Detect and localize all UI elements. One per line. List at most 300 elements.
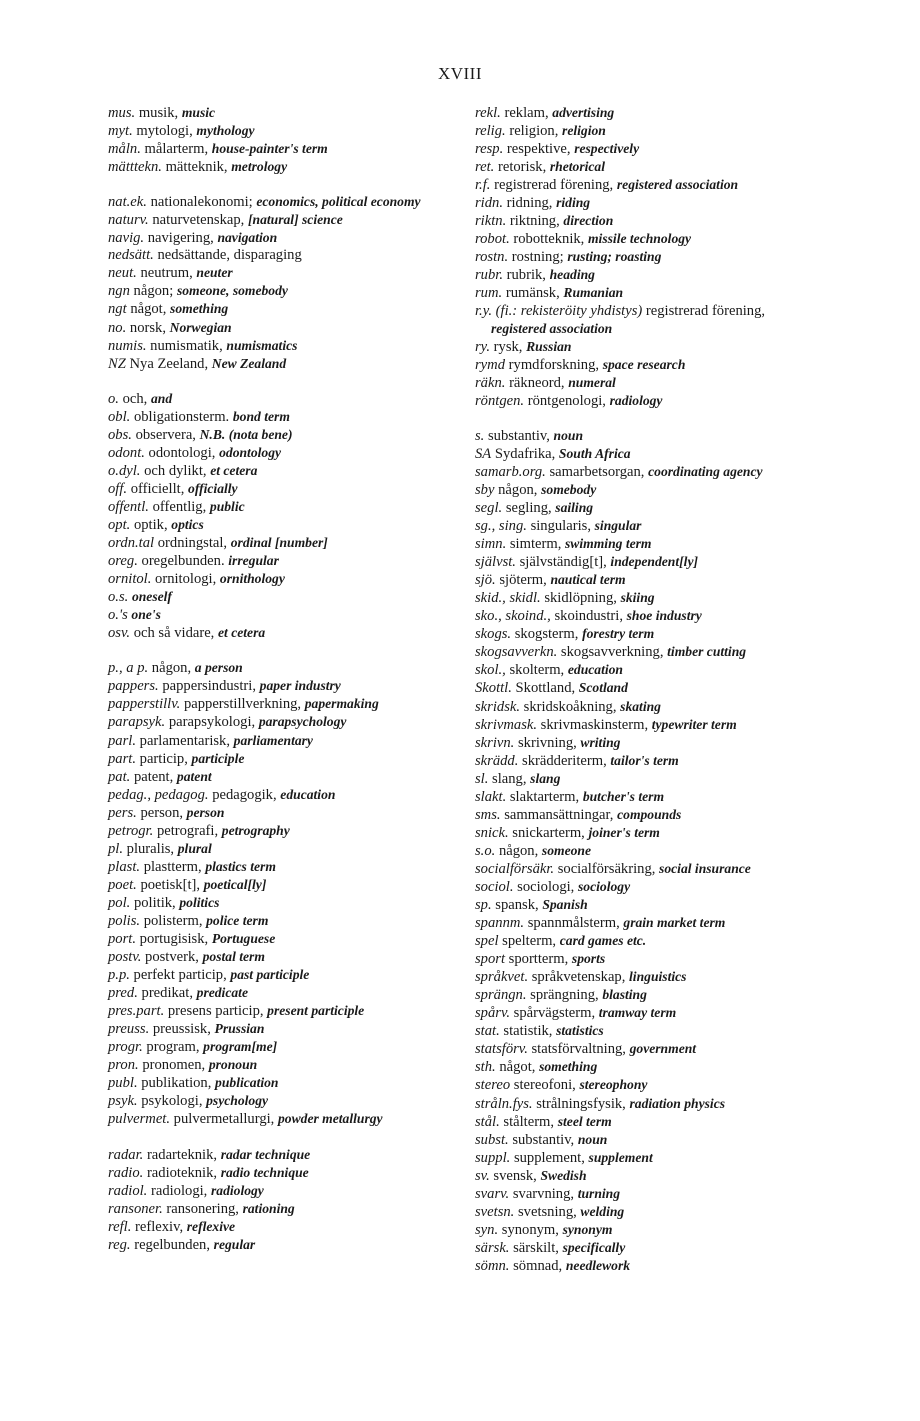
abbreviation: plast. <box>108 858 141 875</box>
english-translation: house-painter's term <box>211 141 328 157</box>
abbreviation: pulvermet. <box>108 1111 171 1128</box>
abbreviation-entry <box>108 876 453 894</box>
swedish-term: spårvägsterm, <box>513 1005 596 1022</box>
abbreviation: robot. <box>475 231 510 248</box>
abbreviation: slakt. <box>475 788 507 805</box>
swedish-term: spannmålsterm, <box>527 915 620 932</box>
abbreviation: sl. <box>475 770 489 787</box>
swedish-term: odontologi, <box>148 444 216 461</box>
abbreviation-entry <box>475 1131 820 1149</box>
abbreviation-entry <box>475 860 820 878</box>
swedish-term: socialförsäkring, <box>557 860 656 877</box>
english-translation: neuter <box>196 265 233 281</box>
swedish-term: snickarterm, <box>512 824 585 841</box>
swedish-term: svetsning, <box>517 1203 577 1220</box>
abbreviation: parl. <box>108 732 136 749</box>
swedish-term: program, <box>146 1039 200 1056</box>
abbreviation: svarv. <box>475 1185 510 1202</box>
english-translation: skating <box>620 698 661 714</box>
english-translation: joiner's term <box>588 824 660 840</box>
abbreviation: relig. <box>475 123 506 140</box>
abbreviation-entry <box>108 1218 453 1236</box>
swedish-term: politik, <box>133 894 176 911</box>
swedish-term: slaktarterm, <box>509 788 580 805</box>
english-translation: government <box>629 1041 697 1057</box>
swedish-term: papperstillverkning, <box>183 696 302 713</box>
abbreviation-entry <box>475 1022 820 1040</box>
abbreviation-entry <box>108 1002 453 1020</box>
abbreviation: s. <box>475 427 485 444</box>
swedish-term: samarbetsorgan, <box>549 463 645 480</box>
swedish-term: numismatik, <box>150 337 223 354</box>
english-translation: ornithology <box>219 571 285 587</box>
abbreviation-entry <box>475 284 820 302</box>
abbreviation-entry <box>108 732 453 750</box>
abbreviation: subst. <box>475 1131 509 1148</box>
swedish-term: skogsterm, <box>514 626 579 643</box>
english-translation: reflexive <box>186 1218 236 1234</box>
abbreviation-entry <box>108 570 453 588</box>
abbreviation-entry <box>475 950 820 968</box>
abbreviation: skogsavverkn. <box>475 644 558 661</box>
swedish-term: navigering, <box>147 230 214 247</box>
english-translation: past participle <box>230 967 310 983</box>
abbreviation-entry <box>475 1113 820 1131</box>
abbreviation-entry <box>475 1149 820 1167</box>
swedish-term: statistik, <box>503 1023 553 1040</box>
abbreviation: pers. <box>108 804 137 821</box>
english-translation: rusting; roasting <box>567 249 662 265</box>
abbreviation-entry <box>108 390 453 408</box>
english-translation: compounds <box>617 806 682 822</box>
swedish-term: radarteknik, <box>146 1146 218 1163</box>
english-translation: odontology <box>219 444 282 460</box>
english-translation: economics, political economy <box>256 194 421 210</box>
english-translation: skiing <box>620 590 655 606</box>
english-translation: radar technique <box>220 1146 311 1162</box>
english-translation: regular <box>213 1236 256 1252</box>
english-translation: parapsychology <box>258 714 347 730</box>
abbreviation: myt. <box>108 123 133 140</box>
abbreviation-entry <box>108 1038 453 1056</box>
abbreviation: radio. <box>108 1164 144 1181</box>
swedish-term: singularis, <box>530 518 591 535</box>
abbreviation-entry <box>475 1239 820 1257</box>
english-translation: education <box>280 786 336 802</box>
english-translation: needlework <box>565 1257 631 1273</box>
english-translation: a person <box>194 660 243 676</box>
english-translation: timber cutting <box>667 644 747 660</box>
english-translation: registered association <box>491 320 613 336</box>
swedish-term: pronomen, <box>142 1057 206 1074</box>
abbreviation-entry <box>108 498 453 516</box>
abbreviation-entry <box>475 679 820 697</box>
swedish-term: oregelbunden. <box>141 553 225 570</box>
abbreviation: radiol. <box>108 1182 148 1199</box>
abbreviation-entry <box>475 986 820 1004</box>
swedish-term: officiellt, <box>130 480 185 497</box>
abbreviation: samarb.org. <box>475 463 546 480</box>
abbreviation: sby <box>475 481 495 498</box>
abbreviation: sport <box>475 951 506 968</box>
english-translation: radiation physics <box>629 1095 726 1111</box>
english-translation: public <box>209 498 245 514</box>
abbreviation-entry <box>108 1110 453 1128</box>
swedish-term: portugisisk, <box>139 931 209 948</box>
swedish-term: rostning; <box>511 249 564 266</box>
abbreviation: radar. <box>108 1146 144 1163</box>
abbreviation-entry <box>475 1257 820 1275</box>
abbreviation-entry <box>475 248 820 266</box>
english-translation: plural <box>177 840 212 856</box>
abbreviation: nedsätt. <box>108 247 154 264</box>
english-translation: psychology <box>206 1093 269 1109</box>
abbreviation: mätttekn. <box>108 159 162 176</box>
swedish-term: offentlig, <box>152 498 207 515</box>
swedish-term: musik, <box>138 105 179 121</box>
swedish-term: reklam, <box>504 105 549 121</box>
abbreviation-entry <box>108 1146 453 1164</box>
english-translation: parliamentary <box>233 732 313 748</box>
abbreviation: p.p. <box>108 967 130 984</box>
abbreviation: suppl. <box>475 1149 511 1166</box>
english-translation: linguistics <box>629 969 687 985</box>
abbreviation-group <box>108 193 453 372</box>
swedish-term: supplement, <box>513 1149 585 1166</box>
abbreviation-entry <box>475 158 820 176</box>
swedish-term: rubrik, <box>506 267 546 284</box>
swedish-term: pluralis, <box>126 840 175 857</box>
swedish-term: presens particip, <box>167 1003 264 1020</box>
english-translation: sociology <box>578 878 631 894</box>
abbreviation: r.f. <box>475 177 491 194</box>
english-translation: swimming term <box>565 536 652 552</box>
swedish-term: sportterm, <box>508 951 569 968</box>
english-translation: card games etc. <box>559 933 647 949</box>
abbreviation-entry <box>108 264 453 282</box>
swedish-term: skridskoåkning, <box>523 698 617 715</box>
abbreviation-entry <box>475 338 820 356</box>
abbreviation: sprängn. <box>475 987 527 1004</box>
abbreviation-entry <box>475 788 820 806</box>
swedish-term: reflexiv, <box>135 1218 184 1235</box>
english-translation: blasting <box>602 987 647 1003</box>
english-translation: ordinal [number] <box>230 535 328 551</box>
english-translation: turning <box>577 1185 621 1201</box>
swedish-term: regelbunden, <box>134 1236 210 1253</box>
swedish-term: sömnad, <box>513 1257 563 1274</box>
english-translation: tailor's term <box>610 752 679 768</box>
abbreviation-entry <box>475 589 820 607</box>
abbreviation-entry <box>475 463 820 481</box>
swedish-term: polisterm, <box>143 912 203 929</box>
english-translation: advertising <box>552 105 615 120</box>
abbreviation: pedag., pedagog. <box>108 786 209 803</box>
abbreviation: ornitol. <box>108 571 152 588</box>
english-translation: papermaking <box>304 696 379 712</box>
english-translation: rhetorical <box>549 159 606 175</box>
swedish-term: robotteknik, <box>513 231 585 248</box>
swedish-term: räkneord, <box>509 374 565 391</box>
english-translation: someone, somebody <box>176 283 288 299</box>
abbreviation: snick. <box>475 824 509 841</box>
abbreviation-entry <box>108 1200 453 1218</box>
abbreviation-entry <box>475 1185 820 1203</box>
abbreviation: naturv. <box>108 212 149 229</box>
english-translation: music <box>181 105 216 120</box>
abbreviation: skrivn. <box>475 734 515 751</box>
abbreviation: sg., sing. <box>475 518 527 535</box>
english-translation: N.B. (nota bene) <box>199 426 293 442</box>
abbreviation-entry <box>475 176 820 194</box>
english-translation: numeral <box>568 374 616 390</box>
english-translation: and <box>151 390 173 406</box>
abbreviation-entry <box>475 517 820 535</box>
swedish-term: ordningstal, <box>157 535 228 552</box>
swedish-term: särskilt, <box>513 1239 559 1256</box>
english-translation: shoe industry <box>626 608 702 624</box>
page-number: XVIII <box>437 64 483 83</box>
swedish-term: rysk, <box>493 338 523 355</box>
swedish-term: substantiv, <box>512 1131 575 1148</box>
abbreviation: stat. <box>475 1023 500 1040</box>
abbreviation-entry <box>475 104 820 122</box>
abbreviation: o.dyl. <box>108 462 141 479</box>
swedish-term: spansk, <box>495 897 539 914</box>
abbreviation: ngn <box>108 283 130 300</box>
swedish-term: sociologi, <box>517 878 575 895</box>
abbreviation-entry <box>475 1058 820 1076</box>
english-translation: numismatics <box>226 337 298 353</box>
swedish-term: stålterm, <box>503 1113 555 1130</box>
abbreviation-entry <box>475 625 820 643</box>
english-translation: poetical[ly] <box>203 876 267 892</box>
swedish-term: något, <box>499 1059 536 1076</box>
english-translation: [natural] science <box>247 212 343 228</box>
abbreviation: publ. <box>108 1075 138 1092</box>
abbreviation: port. <box>108 931 136 948</box>
swedish-term: pulvermetallurgi, <box>173 1111 275 1128</box>
abbreviation: sms. <box>475 806 501 823</box>
swedish-term: radioteknik, <box>146 1164 218 1181</box>
abbreviation-entry <box>108 1056 453 1074</box>
abbreviation: o.s. <box>108 589 129 606</box>
english-translation: plastics term <box>205 858 276 874</box>
swedish-term: någon, <box>151 660 192 677</box>
abbreviation-entry <box>108 282 453 300</box>
english-translation: somebody <box>541 481 597 497</box>
abbreviation: postv. <box>108 949 142 966</box>
abbreviation-entry <box>475 842 820 860</box>
english-translation: irregular <box>228 553 279 569</box>
abbreviation-entry <box>108 211 453 229</box>
abbreviation-entry <box>475 806 820 824</box>
swedish-term: perfekt particip, <box>133 967 227 984</box>
abbreviation-entry <box>475 1040 820 1058</box>
abbreviation-entry <box>475 1004 820 1022</box>
abbreviation-entry <box>108 695 453 713</box>
swedish-term: och så vidare, <box>133 625 215 642</box>
swedish-term: registrerad förening, <box>645 302 766 319</box>
english-translation: grain market term <box>623 915 726 931</box>
abbreviation: odont. <box>108 444 145 461</box>
swedish-term: norsk, <box>129 319 166 336</box>
english-translation: heading <box>549 267 595 283</box>
abbreviation-entry <box>475 968 820 986</box>
abbreviation-entry <box>108 713 453 731</box>
swedish-term: simterm, <box>509 536 562 553</box>
abbreviation-entry <box>475 607 820 625</box>
english-translation: missile technology <box>587 231 692 247</box>
abbreviation: pat. <box>108 768 131 785</box>
swedish-term: något, <box>130 301 167 318</box>
swedish-term: skoindustri, <box>554 608 623 625</box>
abbreviation: polis. <box>108 912 141 929</box>
abbreviation-entry <box>108 444 453 462</box>
swedish-term: synonym, <box>501 1221 559 1238</box>
abbreviation: off. <box>108 480 128 497</box>
abbreviation: skrädd. <box>475 752 519 769</box>
abbreviation: spannm. <box>475 915 525 932</box>
english-translation: welding <box>580 1203 625 1219</box>
swedish-term: sammansättningar, <box>504 806 614 823</box>
abbreviation-entry <box>475 303 820 338</box>
swedish-term: predikat, <box>141 985 193 1002</box>
abbreviation: sth. <box>475 1059 496 1076</box>
abbreviation-entry <box>108 948 453 966</box>
abbreviation-entry <box>108 1020 453 1038</box>
abbreviation-entry <box>475 427 820 445</box>
abbreviation: syn. <box>475 1221 499 1238</box>
abbreviation-entry <box>108 534 453 552</box>
swedish-term: Sydafrika, <box>494 445 556 462</box>
abbreviation-entry <box>108 840 453 858</box>
abbreviation: pron. <box>108 1057 139 1074</box>
english-translation: politics <box>179 894 220 910</box>
abbreviation: riktn. <box>475 213 507 230</box>
abbreviation: osv. <box>108 625 131 642</box>
abbreviation-entry <box>108 894 453 912</box>
swedish-term: stereofoni, <box>513 1077 576 1094</box>
swedish-term: och dylikt, <box>144 462 207 479</box>
abbreviation-entry <box>108 677 453 695</box>
abbreviation: ordn.tal <box>108 535 155 552</box>
english-translation: education <box>567 662 623 678</box>
swedish-term: poetisk[t], <box>140 876 201 893</box>
english-translation: stereophony <box>579 1077 648 1093</box>
swedish-term: person, <box>140 804 184 821</box>
abbreviation: räkn. <box>475 374 506 391</box>
abbreviation-entry <box>108 552 453 570</box>
abbreviation-entry <box>108 1236 453 1254</box>
swedish-term: respektive, <box>506 141 571 158</box>
abbreviation: ridn. <box>475 195 503 212</box>
abbreviation: offentl. <box>108 498 149 515</box>
abbreviation-entry <box>475 698 820 716</box>
swedish-term: självständig[t], <box>519 554 607 571</box>
swedish-term: skogsavverkning, <box>560 644 664 661</box>
english-translation: Norwegian <box>169 319 232 335</box>
abbreviation: skrivmask. <box>475 716 538 733</box>
english-translation: patent <box>176 768 212 784</box>
swedish-term: obligationsterm. <box>133 408 230 425</box>
swedish-term: religion, <box>509 123 559 140</box>
abbreviation-entry <box>475 374 820 392</box>
abbreviation-entry <box>108 659 453 677</box>
swedish-term: sjöterm, <box>499 572 547 589</box>
swedish-term: slang, <box>492 770 527 787</box>
abbreviation: ransoner. <box>108 1200 163 1217</box>
english-translation: navigation <box>217 230 278 246</box>
abbreviation-entry <box>475 770 820 788</box>
abbreviation: parapsyk. <box>108 714 166 731</box>
english-translation: mythology <box>196 123 255 139</box>
swedish-term: segling, <box>505 499 552 516</box>
abbreviation-entry <box>108 930 453 948</box>
english-translation: singular <box>594 518 642 534</box>
abbreviation: pred. <box>108 985 138 1002</box>
english-translation: program[me] <box>203 1039 278 1055</box>
abbreviation-entry <box>108 158 453 176</box>
abbreviation-entry <box>108 319 453 337</box>
english-translation: oneself <box>131 589 172 605</box>
abbreviation: preuss. <box>108 1021 150 1038</box>
abbreviation-entry <box>108 966 453 984</box>
swedish-term: skrivmaskinsterm, <box>540 716 649 733</box>
abbreviation: no. <box>108 319 127 336</box>
english-translation: Scotland <box>578 680 628 696</box>
abbreviation-entry <box>475 914 820 932</box>
english-translation: New Zealand <box>211 355 287 371</box>
abbreviation-entry <box>475 535 820 553</box>
english-translation: participle <box>191 750 245 766</box>
swedish-term: statsförvaltning, <box>531 1041 626 1058</box>
abbreviation: svetsn. <box>475 1203 515 1220</box>
abbreviation-entry <box>475 716 820 734</box>
abbreviation-entry <box>108 1092 453 1110</box>
abbreviation: mus. <box>108 105 136 121</box>
swedish-term: psykologi, <box>141 1093 203 1110</box>
english-translation: radiology <box>609 392 663 408</box>
abbreviation-entry <box>475 878 820 896</box>
abbreviation: särsk. <box>475 1239 510 1256</box>
abbreviation-entry <box>108 768 453 786</box>
english-translation: sailing <box>555 499 594 515</box>
swedish-term: spelterm, <box>502 933 557 950</box>
abbreviation: reg. <box>108 1236 131 1253</box>
abbreviation: nat.ek. <box>108 194 147 211</box>
abbreviation-entry <box>475 122 820 140</box>
abbreviation-entry <box>108 300 453 318</box>
english-translation: synonym <box>562 1221 613 1237</box>
swedish-term: svensk, <box>493 1167 537 1184</box>
abbreviation: sjö. <box>475 572 496 589</box>
swedish-term: publikation, <box>141 1075 212 1092</box>
abbreviation: socialförsäkr. <box>475 860 555 877</box>
english-translation: registered association <box>616 177 739 193</box>
abbreviation: ry. <box>475 338 490 355</box>
abbreviation-entry <box>108 140 453 158</box>
abbreviation: språkvet. <box>475 969 529 986</box>
english-translation: respectively <box>574 141 640 157</box>
english-translation: supplement <box>588 1149 653 1165</box>
abbreviation-entry <box>475 643 820 661</box>
abbreviation-entry <box>475 1076 820 1094</box>
english-translation: religion <box>562 123 606 139</box>
english-translation: noun <box>577 1131 608 1147</box>
swedish-term: skrädderiterm, <box>522 752 607 769</box>
abbreviation-entry <box>475 553 820 571</box>
